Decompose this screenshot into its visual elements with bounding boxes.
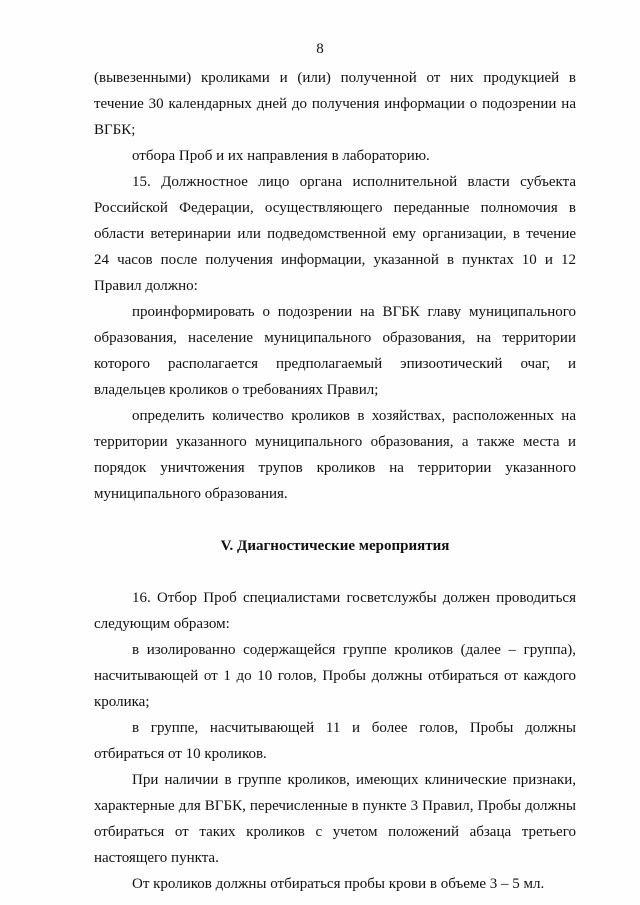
paragraph-16-blood: От кроликов должны отбираться пробы крови в объеме 3 – 5 мл. xyxy=(132,876,545,892)
paragraph-15-determine: определить количество кроликов в хозяйствах, расположенных на территории указанного муниципального образования, а также места и порядок уничтожения трупов кроликов на территории указанного муниципального образования. xyxy=(94,408,576,502)
document-body xyxy=(94,65,576,897)
paragraph-16-group11: в группе, насчитывающей 11 и более голов, Пробы должны отбираться от 10 кроликов. xyxy=(94,720,576,762)
spacer xyxy=(94,507,576,533)
paragraph-continuation: (вывезенными) кроликами и (или) полученной от них продукцией в течение 30 календарных дней до получения информации о подозрении на ВГБК; xyxy=(94,70,576,138)
paragraph-15-inform: проинформировать о подозрении на ВГБК главу муниципального образования, население муниципального образования, на территории которого располагается предполагаемый эпизоотический очаг, и владельцев кроликов о требованиях Правил; xyxy=(94,304,576,398)
paragraph-15: 15. Должностное лицо органа исполнительной власти субъекта Российской Федерации, осуществляющего переданные полномочия в области ветеринарии или подведомственной ему организации, в течение 24 часов после получения информации, указанной в пунктах 10 и 12 Правил должно: xyxy=(94,174,576,294)
page-number: 8 xyxy=(316,41,324,57)
spacer xyxy=(94,559,576,585)
paragraph-16: 16. Отбор Проб специалистами госветслужбы должен проводиться следующим образом: xyxy=(94,590,576,632)
paragraph-16-clinical: При наличии в группе кроликов, имеющих клинические признаки, характерные для ВГБК, перечисленные в пункте 3 Правил, Пробы должны отбираться от таких кроликов с учетом положений абзаца третьего настоящего пункта. xyxy=(94,772,576,866)
paragraph-16-isolated: в изолированно содержащейся группе кроликов (далее – группа), насчитывающей от 1 до 10 голов, Пробы должны отбираться от каждого кролика; xyxy=(94,642,576,710)
section-heading: V. Диагностические мероприятия xyxy=(220,538,450,554)
paragraph-sampling: отбора Проб и их направления в лабораторию. xyxy=(132,148,430,164)
